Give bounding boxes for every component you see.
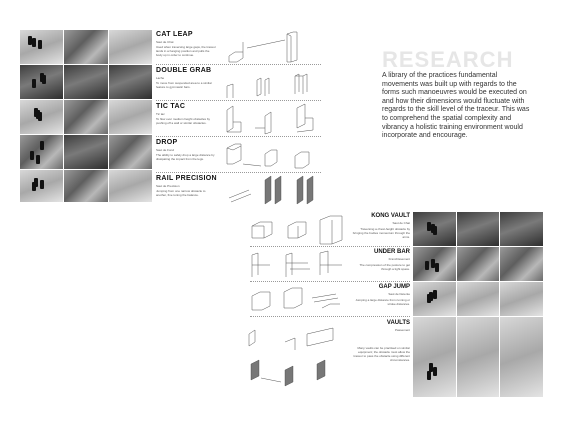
double-grab-subtitle: Lache	[156, 76, 165, 80]
double-grab-diagram	[225, 66, 315, 100]
kong-vault-diagram	[250, 212, 345, 246]
photo	[500, 212, 543, 246]
divider	[156, 64, 321, 65]
drop-photo-strip	[20, 135, 152, 169]
photo	[20, 135, 63, 169]
photo	[457, 317, 500, 397]
photo	[413, 282, 456, 316]
photo	[64, 30, 107, 64]
gap-jump-title: GAP JUMP	[378, 284, 410, 290]
rail-precision-subtitle: Saut de Precision	[156, 184, 180, 188]
cat-leap-description: Used when traversing large gaps, the traceur lands in a hanging position and pulls the body up in order to continue.	[156, 45, 216, 57]
photo	[457, 212, 500, 246]
under-bar-photo-strip	[413, 247, 543, 281]
photo	[109, 135, 152, 169]
rail-precision-photo-strip	[20, 170, 152, 202]
gap-jump-subtitle: Saut de Detente	[388, 292, 410, 296]
gap-jump-photo-strip	[413, 282, 543, 316]
kong-vault-photo-strip	[413, 212, 543, 246]
divider	[156, 136, 321, 137]
tic-tac-title: TIC TAC	[156, 103, 186, 110]
cat-leap-photo-strip	[20, 30, 152, 64]
cat-leap-diagram	[225, 30, 315, 64]
photo	[64, 100, 107, 134]
photo	[64, 135, 107, 169]
divider	[250, 316, 410, 317]
photo	[457, 282, 500, 316]
vaults-subtitle: Passement	[394, 328, 410, 332]
tic-tac-description: To flow over medium height obstacles by pushing off a wall or similar obstacles.	[156, 117, 211, 125]
photo	[500, 282, 543, 316]
vaults-diagram	[245, 320, 345, 395]
gap-jump-diagram	[250, 282, 345, 316]
tic-tac-subtitle: Tic tac	[156, 112, 165, 116]
gap-jump-description: Jumping a large distance from running or stroke distances.	[355, 298, 410, 306]
drop-diagram	[225, 138, 315, 172]
cat-leap-subtitle: Saut de Chat	[156, 40, 174, 44]
under-bar-subtitle: Franchissement	[388, 257, 410, 261]
divider	[156, 172, 321, 173]
under-bar-title: UNDER BAR	[374, 249, 410, 255]
photo	[109, 65, 152, 99]
rail-precision-diagram	[225, 174, 315, 208]
photo	[64, 170, 107, 202]
drop-title: DROP	[156, 139, 178, 146]
rail-precision-description: Jumping from one narrow obstacle to another, fine tuning the balance.	[156, 189, 206, 197]
double-grab-title: DOUBLE GRAB	[156, 67, 212, 74]
left-photo-column	[20, 30, 152, 202]
kong-vault-subtitle: Saut de Chat	[392, 221, 410, 225]
under-bar-diagram	[250, 247, 345, 281]
photo	[500, 247, 543, 281]
vaults-photo-strip	[413, 317, 543, 397]
vaults-title: VAULTS	[386, 320, 410, 326]
photo	[109, 170, 152, 202]
vaults-description: Many vaults can be practised on similar equipment; the obstacle must allow the traceur to pass the obstacle using different circumstances.	[353, 346, 410, 362]
photo	[64, 65, 107, 99]
under-bar-description: The compression of the posture to get through a tight space.	[359, 263, 410, 271]
divider	[156, 100, 321, 101]
drop-description: The ability to safely drop a large distance by dissipating the impact from the legs.	[156, 153, 215, 161]
drop-subtitle: Saut de Fond	[156, 148, 175, 152]
kong-vault-title: KONG VAULT	[371, 213, 410, 219]
photo	[500, 317, 543, 397]
rail-precision-title: RAIL PRECISION	[156, 175, 217, 182]
tic-tac-photo-strip	[20, 100, 152, 134]
photo	[457, 247, 500, 281]
tic-tac-diagram	[225, 102, 315, 136]
kong-vault-description: Traversing a chest-height obstacle by bringing the bodies momentum through the arms.	[352, 227, 410, 239]
photo	[109, 30, 152, 64]
research-body: A library of the practices fundamental movements was built up with regards to the forms such manoeuvres would be executed on and how their dimensions would fluctuate with regards to the skill level of the traceur. This was to comprehend the spatial complexity and vibrancy a holistic training environment would incorporate and encourage.	[382, 72, 530, 140]
photo	[109, 100, 152, 134]
double-grab-description: To move from suspended area to a similar feature to gymnastic bars.	[156, 81, 212, 89]
research-title: RESEARCH	[382, 47, 514, 72]
double-grab-photo-strip	[20, 65, 152, 99]
cat-leap-title: CAT LEAP	[156, 31, 193, 38]
photo	[413, 317, 456, 397]
